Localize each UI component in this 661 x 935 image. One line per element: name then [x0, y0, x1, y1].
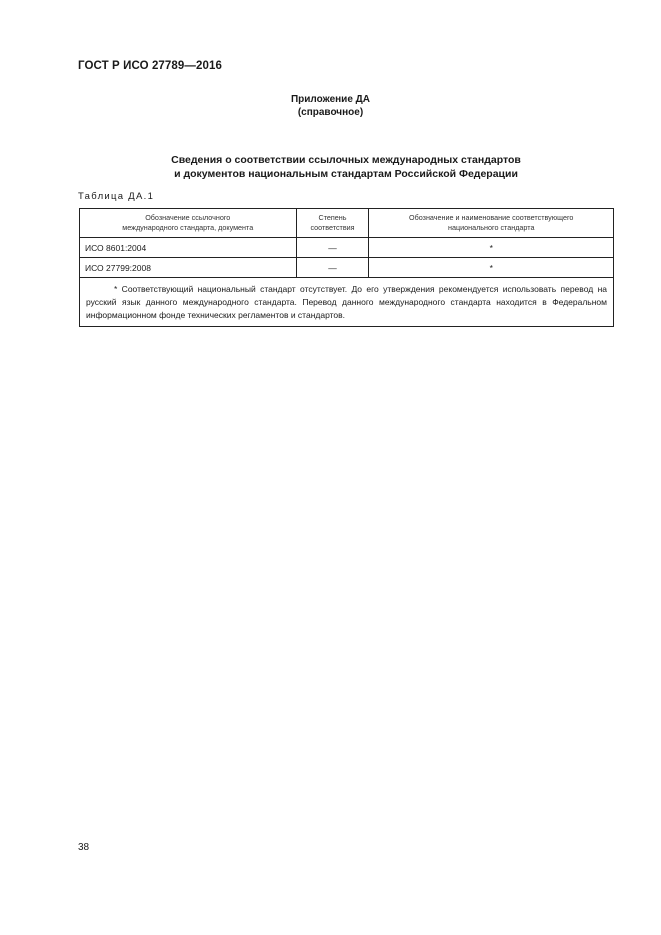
column-header-national-line-2: национального стандарта — [448, 223, 535, 232]
cell-national: * — [369, 238, 614, 258]
column-header-reference-line-1: Обозначение ссылочного — [145, 213, 231, 222]
table-caption: Таблица ДА.1 — [78, 191, 155, 202]
table-row — [80, 258, 614, 278]
column-header-degree — [296, 209, 369, 238]
section-title-line-1: Сведения о соответствии ссылочных международных стандартов — [171, 154, 521, 166]
document-code: ГОСТ Р ИСО 27789—2016 — [78, 60, 223, 72]
cell-reference: ИСО 8601:2004 — [80, 238, 297, 258]
table-row — [80, 238, 614, 258]
table-footnote — [80, 278, 614, 327]
section-title — [0, 153, 661, 181]
section-title-line-2: и документов национальным стандартам Российской Федерации — [174, 168, 518, 180]
appendix-title: Приложение ДА — [290, 94, 371, 105]
table-footnote-row — [80, 278, 614, 327]
column-header-degree-line-2: соответствия — [310, 223, 355, 232]
cell-national: * — [369, 258, 614, 278]
column-header-national — [369, 209, 614, 238]
column-header-degree-line-1: Степень — [318, 213, 347, 222]
column-header-national-line-1: Обозначение и наименование соответствующего — [409, 213, 574, 222]
page-number: 38 — [78, 842, 90, 853]
column-header-reference-line-2: международного стандарта, документа — [122, 223, 254, 232]
cell-degree: — — [296, 258, 369, 278]
correspondence-table — [79, 208, 614, 327]
cell-reference: ИСО 27799:2008 — [80, 258, 297, 278]
table-header-row — [80, 209, 614, 238]
appendix-heading — [0, 93, 661, 119]
appendix-subtitle: (справочное) — [297, 107, 364, 118]
column-header-reference — [80, 209, 297, 238]
footnote-text: * Соответствующий национальный стандарт отсутствует. До его утверждения рекомендуется использовать перевод на русский язык данного международного стандарта. Перевод данного международного стандарта находится в Федеральном информационном фонде технических регламентов и стандартов. — [86, 283, 607, 320]
cell-degree: — — [296, 238, 369, 258]
